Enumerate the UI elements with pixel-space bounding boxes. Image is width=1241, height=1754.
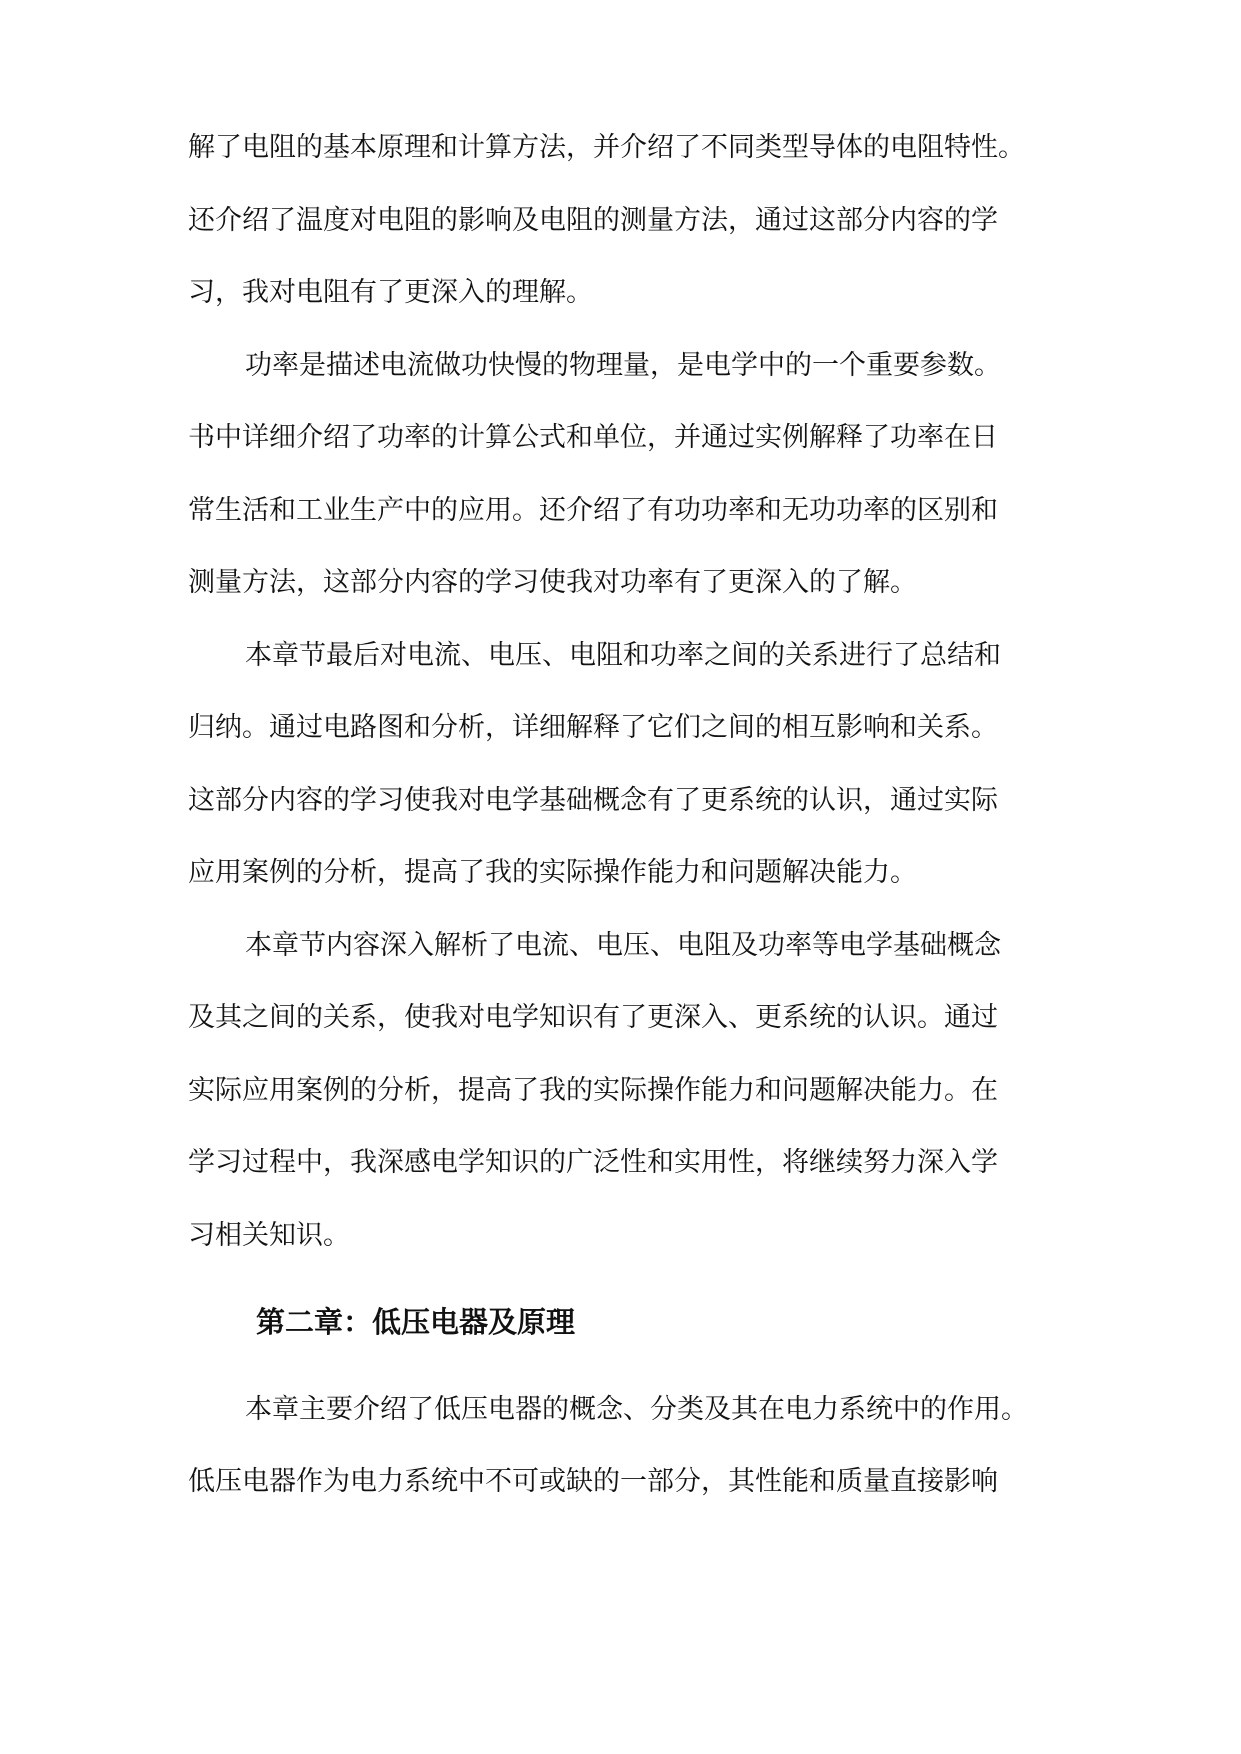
text-line: 及其之间的关系，使我对电学知识有了更深入、更系统的认识。通过 xyxy=(188,1002,998,1033)
text-line: 常生活和工业生产中的应用。还介绍了有功功率和无功功率的区别和 xyxy=(188,495,998,526)
text-line: 本章节内容深入解析了电流、电压、电阻及功率等电学基础概念 xyxy=(245,930,1001,961)
text-line: 书中详细介绍了功率的计算公式和单位，并通过实例解释了功率在日 xyxy=(188,422,998,453)
text-line: 本章主要介绍了低压电器的概念、分类及其在电力系统中的作用。 xyxy=(245,1394,1028,1425)
text-line: 测量方法，这部分内容的学习使我对功率有了更深入的了解。 xyxy=(188,567,917,598)
text-line: 本章节最后对电流、电压、电阻和功率之间的关系进行了总结和 xyxy=(245,640,1001,671)
text-line: 习相关知识。 xyxy=(188,1220,350,1251)
chapter-heading: 第二章：低压电器及原理 xyxy=(256,1305,576,1339)
text-line: 应用案例的分析，提高了我的实际操作能力和问题解决能力。 xyxy=(188,857,917,888)
text-line: 习，我对电阻有了更深入的理解。 xyxy=(188,277,593,308)
text-line: 实际应用案例的分析，提高了我的实际操作能力和问题解决能力。在 xyxy=(188,1075,998,1106)
text-line: 还介绍了温度对电阻的影响及电阻的测量方法，通过这部分内容的学 xyxy=(188,205,998,236)
text-line: 解了电阻的基本原理和计算方法，并介绍了不同类型导体的电阻特性。 xyxy=(188,132,1025,163)
text-line: 低压电器作为电力系统中不可或缺的一部分，其性能和质量直接影响 xyxy=(188,1466,998,1497)
text-line: 归纳。通过电路图和分析，详细解释了它们之间的相互影响和关系。 xyxy=(188,712,998,743)
text-line: 这部分内容的学习使我对电学基础概念有了更系统的认识，通过实际 xyxy=(188,785,998,816)
text-line: 学习过程中，我深感电学知识的广泛性和实用性，将继续努力深入学 xyxy=(188,1147,998,1178)
text-line: 功率是描述电流做功快慢的物理量，是电学中的一个重要参数。 xyxy=(245,350,1001,381)
